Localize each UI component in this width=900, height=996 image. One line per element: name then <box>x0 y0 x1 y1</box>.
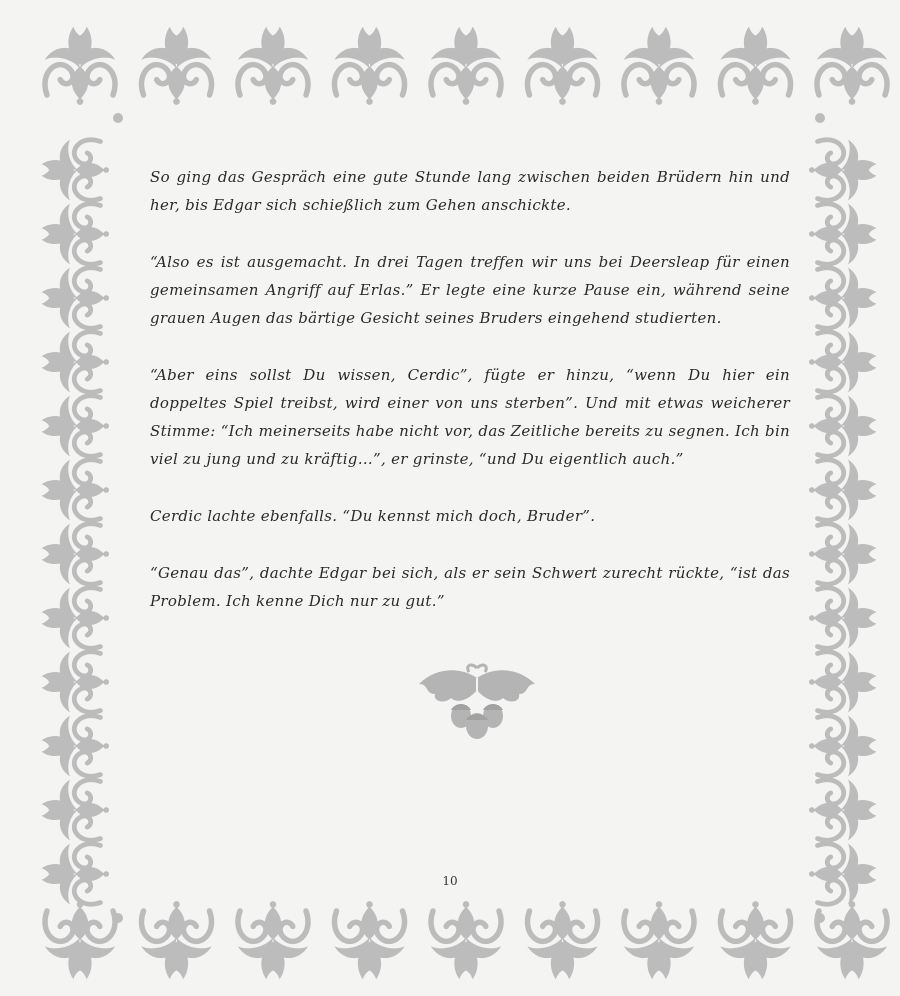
border-ornament <box>334 27 404 105</box>
border-ornament <box>720 27 790 105</box>
border-ornament <box>809 140 876 201</box>
border-ornament <box>45 27 115 105</box>
paragraph-5: “Genau das”, dachte Edgar bei sich, als er sein Schwert zurecht rückte, “ist das Problem. Ich kenne Dich nur zu gut.” <box>150 564 790 610</box>
paragraph-3: “Aber eins sollst Du wissen, Cerdic”, fügte er hinzu, “wenn Du hier ein doppeltes Spiel treibst, wird einer von uns sterben”. Und mit etwas weicherer Stimme: “Ich meinerseits habe nicht vor, das Zeitliche bereits zu segnen. Ich bin viel zu jung und zu kräftig…”, er grinste, “und Du eigentlich auch.” <box>150 366 790 468</box>
corner-dot <box>815 113 825 123</box>
border-ornament <box>431 27 501 105</box>
border-ornament <box>42 332 109 393</box>
border-ornament <box>809 524 876 585</box>
border-ornament <box>42 716 109 777</box>
border-ornament <box>42 460 109 521</box>
border-ornament <box>238 27 308 105</box>
border-ornament <box>42 588 109 649</box>
corner-dot <box>113 913 123 923</box>
border-ornament <box>141 901 211 979</box>
border-ornament <box>809 204 876 265</box>
border-ornament <box>527 901 597 979</box>
corner-dot <box>815 913 825 923</box>
border-ornament <box>45 901 115 979</box>
border-ornament <box>42 140 109 201</box>
border-ornament <box>817 901 887 979</box>
border-ornament <box>817 27 887 105</box>
border-ornament <box>238 901 308 979</box>
border-ornament <box>42 652 109 713</box>
border-ornament <box>431 901 501 979</box>
border-ornament <box>42 396 109 457</box>
paragraph-4: Cerdic lachte ebenfalls. “Du kennst mich doch, Bruder”. <box>150 507 596 525</box>
border-ornament <box>334 901 404 979</box>
border-ornament <box>42 780 109 841</box>
border-ornament <box>42 524 109 585</box>
border-ornament <box>809 332 876 393</box>
page-number: 10 <box>442 874 458 888</box>
border-ornament <box>141 27 211 105</box>
border-ornament <box>42 204 109 265</box>
border-ornament <box>809 780 876 841</box>
border-ornament <box>809 268 876 329</box>
paragraph-1: So ging das Gespräch eine gute Stunde lang zwischen beiden Brüdern hin und her, bis Edgar sich schießlich zum Gehen anschickte. <box>150 168 790 214</box>
border-ornament <box>809 588 876 649</box>
paragraph-2: “Also es ist ausgemacht. In drei Tagen treffen wir uns bei Deersleap für einen gemeinsamen Angriff auf Erlas.” Er legte eine kurze Pause ein, während seine grauen Augen das bärtige Gesicht seines Bruders eingehend studierten. <box>150 253 790 327</box>
border-ornament <box>809 652 876 713</box>
border-ornament <box>809 716 876 777</box>
border-ornament <box>720 901 790 979</box>
border-ornament <box>809 460 876 521</box>
border-ornament <box>624 27 694 105</box>
border-ornament <box>809 396 876 457</box>
border-ornament <box>527 27 597 105</box>
story-text <box>150 163 790 615</box>
oak-leaf-acorn-icon <box>415 660 539 744</box>
border-ornament <box>42 268 109 329</box>
corner-dot <box>113 113 123 123</box>
border-ornament <box>624 901 694 979</box>
